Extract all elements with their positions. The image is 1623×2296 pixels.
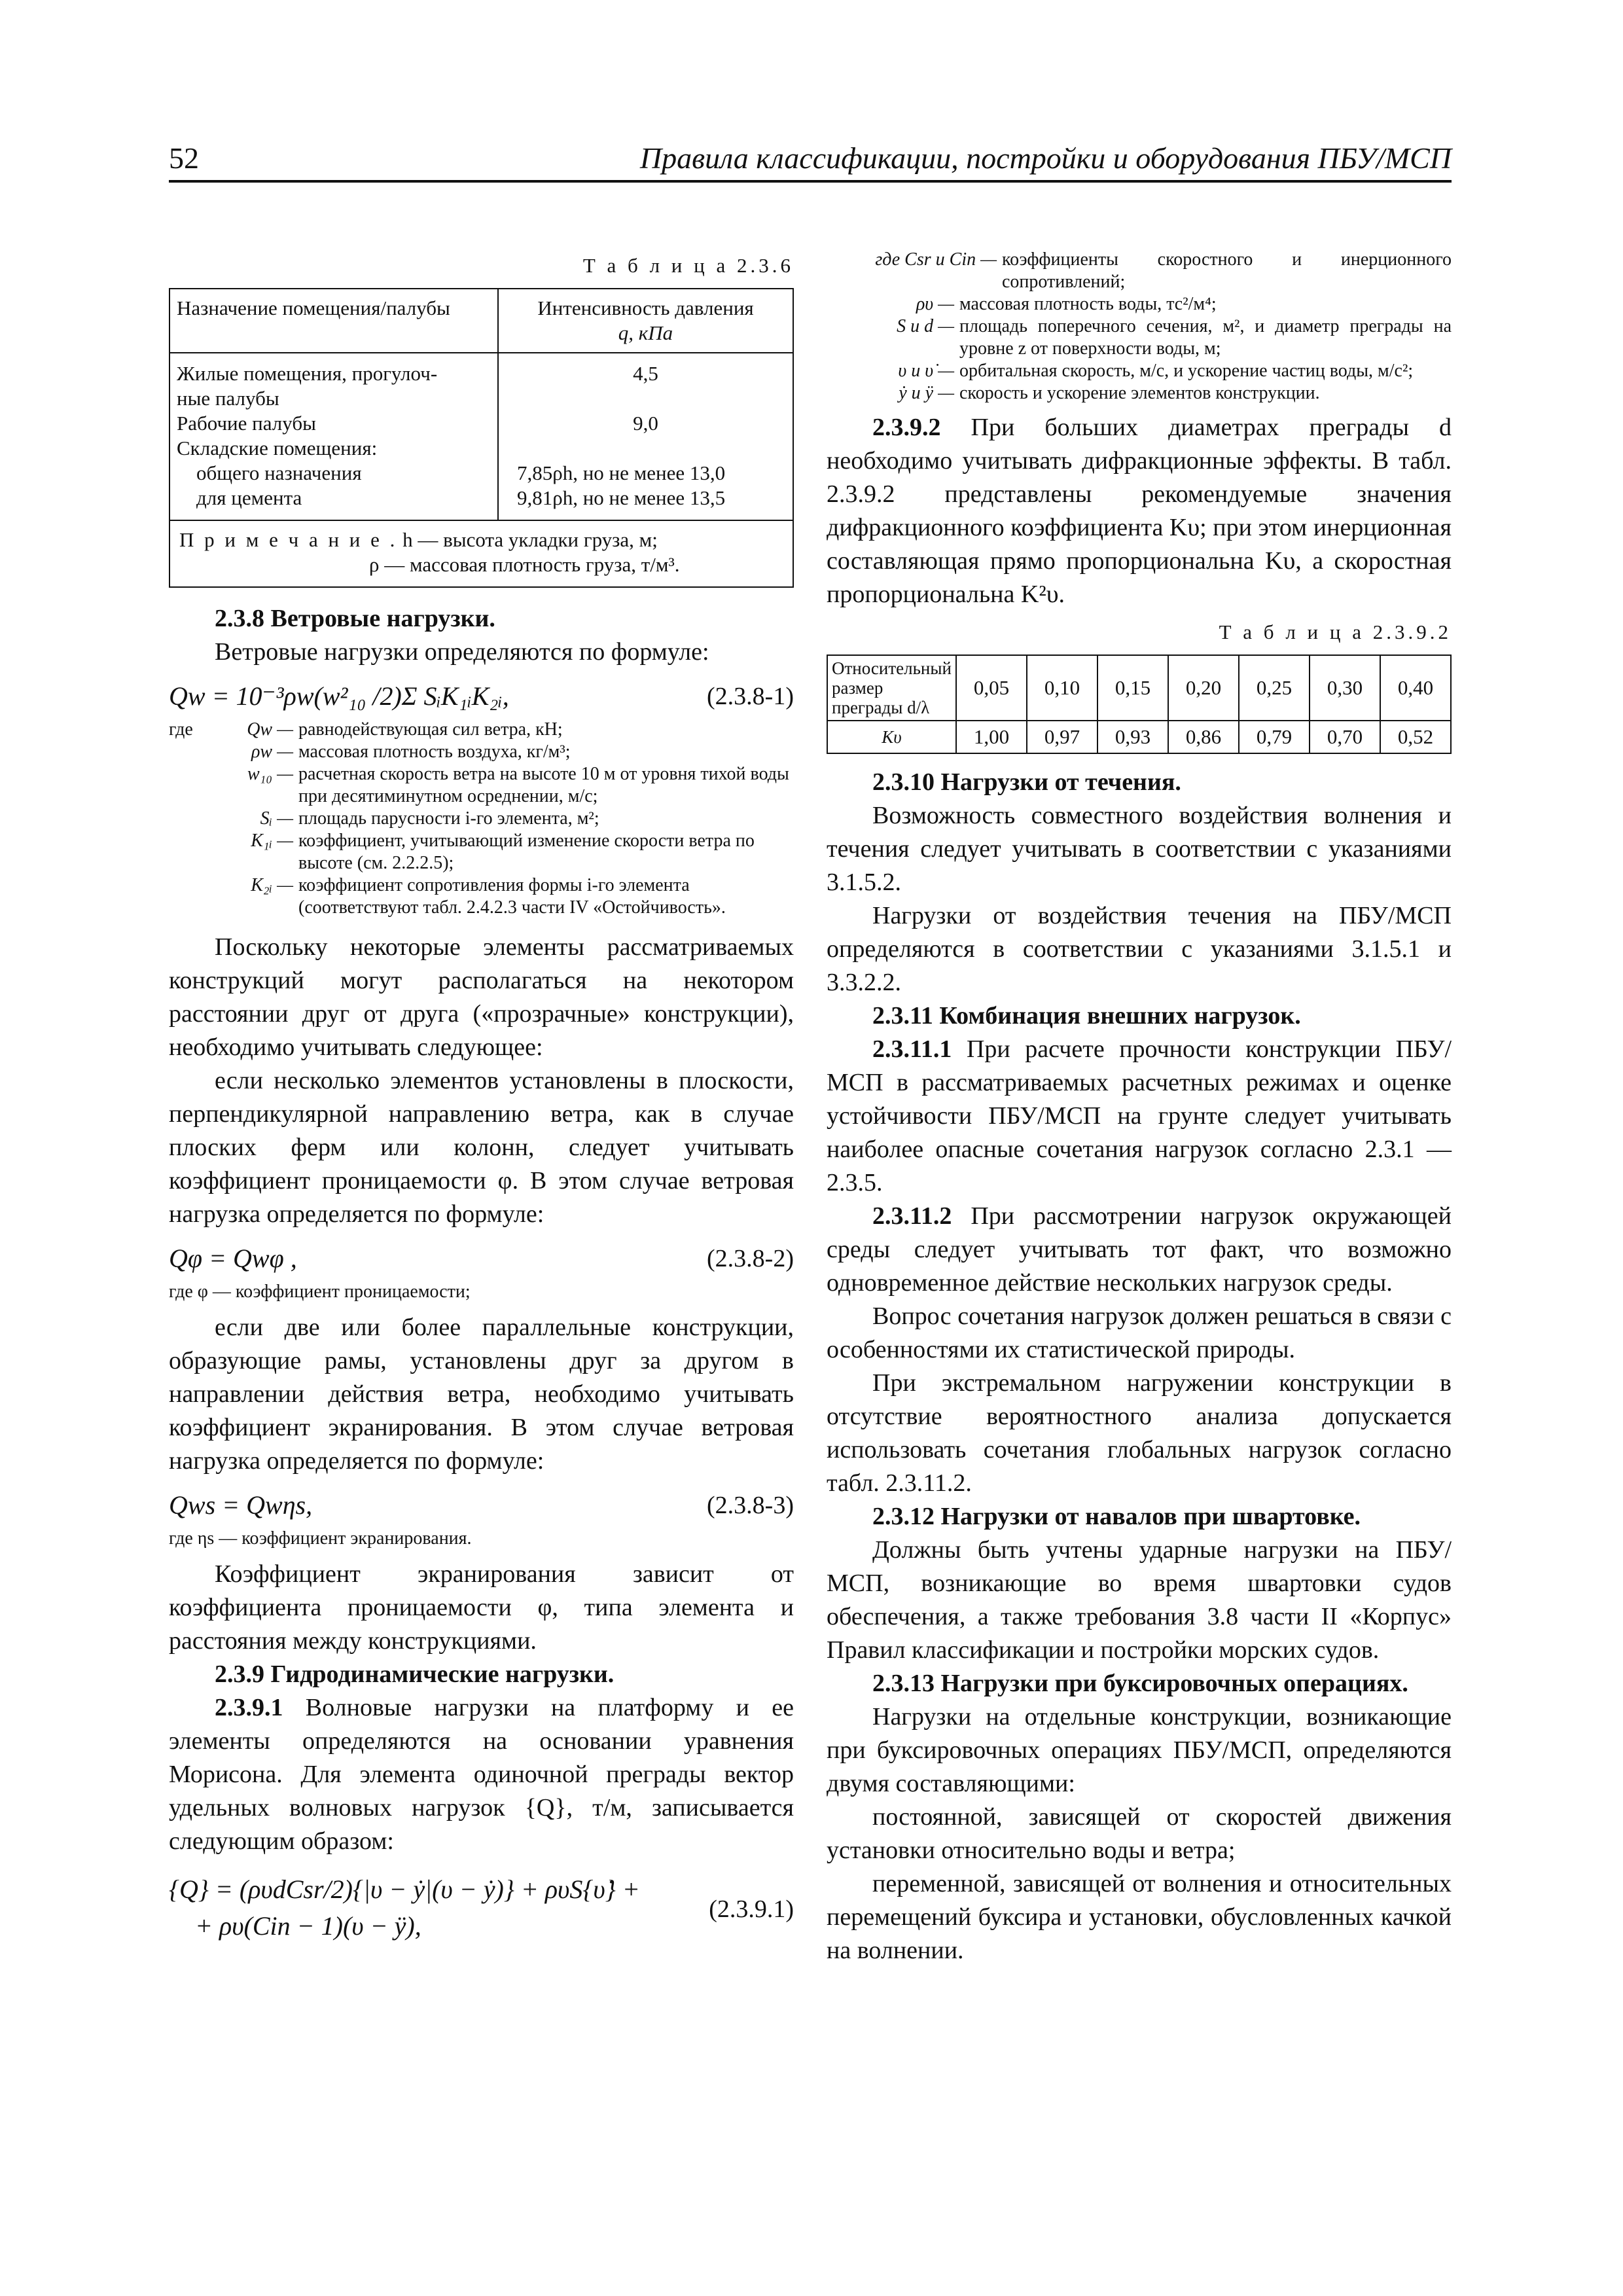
table-cell: 0,97	[1027, 721, 1097, 753]
table-cell: 0,86	[1168, 721, 1239, 753]
table-2-3-9-2	[827, 655, 1452, 754]
table-header-cell: Интенсивность давления q, кПа	[498, 289, 793, 353]
formula-definitions: где Csr и Cin — коэффициенты скоростного и инерционного сопротивлений; ρυ — массовая плотность воды, тс²/м⁴; S и d — площадь поперечного сечения, м², и диаметр преграды на уровне z от поверхности воды, м; υ и υ̇ — орбитальная скорость, м/с, и ускорение частиц воды, м/с²; ẏ и ÿ — скорость и ускорение элементов конструкции.	[875, 249, 1452, 403]
table-cell: 0,40	[1380, 655, 1451, 721]
right-column	[827, 249, 1452, 1967]
table-cell: 0,20	[1168, 655, 1239, 721]
paragraph: Коэффициент экранирования зависит от коэффициента проницаемости φ, типа элемента и расстояния между конструкциями.	[169, 1560, 794, 1655]
table-note: П р и м е ч а н и е . h — высота укладки груза, м; ρ — массовая плотность груза, т/м³.	[169, 520, 793, 587]
formula-number: (2.3.9.1)	[709, 1895, 794, 1923]
paragraph: Должны быть учтены ударные нагрузки на ПБУ/МСП, возникающие во время швартовки судов обеспечения, а также требования 3.8 части II «Корпус» Правил классификации и постройки морских судов.	[827, 1536, 1452, 1664]
table-row	[827, 655, 1451, 721]
paragraph: переменной, зависящей от волнения и относительных перемещений буксира и установки, обусловленных качкой на волнении.	[827, 1870, 1452, 1964]
formula-number: (2.3.8-2)	[707, 1245, 794, 1272]
table-cell: 0,79	[1239, 721, 1310, 753]
table-cell: 0,15	[1097, 655, 1168, 721]
table-cell: Жилые помещения, прогулоч- ные палубы Рабочие палубы Складские помещения: общего назначения для цемента	[169, 353, 498, 520]
table-cell: 0,52	[1380, 721, 1451, 753]
table-cell: 0,70	[1310, 721, 1380, 753]
table-cell: 0,30	[1310, 655, 1380, 721]
paragraph: При экстремальном нагружении конструкции в отсутствие вероятностного анализа допускается использовать сочетания глобальных нагрузок согласно табл. 2.3.11.2.	[827, 1369, 1452, 1497]
table-cell: 1,00	[956, 721, 1027, 753]
table-header-cell: Назначение помещения/палубы	[169, 289, 498, 353]
table-header-row	[169, 289, 793, 353]
formula-definitions: где Qw — равнодействующая сил ветра, кН; ρw — массовая плотность воздуха, кг/м³; w₁₀ — расчетная скорость ветра на высоте 10 м от уровня тихой воды при десятиминутном осреднении, м/с; Sᵢ — площадь парусности i-го элемента, м²; K₁ᵢ — коэффициент, учитывающий изменение скорости ветра по высоте (см. 2.2.2.5); K₂ᵢ — коэффициент сопротивления формы i-го элемента (соответствуют табл. 2.4.2.3 части IV «Остойчивость».	[169, 719, 789, 918]
running-header	[169, 141, 1452, 183]
paragraph: если две или более параллельные конструкции, образующие рамы, установлены друг за другом в направлении действия ветра, необходимо учитывать коэффициент экранирования. В этом случае ветровая нагрузка определяется по формуле:	[169, 1314, 794, 1475]
formula-number: (2.3.8-1)	[707, 683, 794, 710]
page-number: 52	[169, 141, 199, 175]
paragraph: 2.3.11.1 При расчете прочности конструкции ПБУ/МСП в рассматриваемых расчетных режимах и оценке устойчивости ПБУ/МСП на грунте следует учитывать наиболее опасные сочетания нагрузок согласно 2.3.1 — 2.3.5.	[827, 1035, 1452, 1196]
section-heading-2-3-11: 2.3.11 Комбинация внешних нагрузок.	[872, 1002, 1301, 1030]
formula-definition: где φ — коэффициент проницаемости;	[169, 1282, 471, 1302]
section-heading-2-3-8: 2.3.8 Ветровые нагрузки.	[215, 605, 495, 632]
table-2-3-6	[169, 288, 794, 588]
section-heading-2-3-12: 2.3.12 Нагрузки от навалов при швартовке.	[872, 1503, 1361, 1530]
table-body-row	[169, 353, 793, 520]
running-title: Правила классификации, постройки и оборудования ПБУ/МСП	[639, 141, 1452, 175]
paragraph: Возможность совместного воздействия волнения и течения следует учитывать в соответствии с указаниями 3.1.5.2.	[827, 802, 1452, 896]
formula-2-3-8-2: Qφ = Qwφ , (2.3.8-2)	[169, 1240, 794, 1277]
table-row-label: Относительный размер преграды d/λ	[827, 655, 956, 721]
paragraph: 2.3.9.1 Волновые нагрузки на платформу и ее элементы определяются на основании уравнения Морисона. Для элемента одиночной преграды вектор удельных волновых нагрузок {Q}, т/м, записывается следующим образом:	[169, 1694, 794, 1855]
paragraph: Нагрузки на отдельные конструкции, возникающие при буксировочных операциях ПБУ/МСП, определяются двумя составляющими:	[827, 1703, 1452, 1797]
formula-2-3-8-3: Qws = Qwηs, (2.3.8-3)	[169, 1487, 794, 1524]
section-heading-2-3-9: 2.3.9 Гидродинамические нагрузки.	[215, 1660, 615, 1688]
paragraph: постоянной, зависящей от скоростей движения установки относительно воды и ветра;	[827, 1803, 1452, 1864]
table-cell: 0,10	[1027, 655, 1097, 721]
formula-definition: где ηs — коэффициент экранирования.	[169, 1528, 472, 1549]
left-column	[169, 249, 794, 1948]
table-row	[827, 721, 1451, 753]
table-cell: 0,25	[1239, 655, 1310, 721]
table-cell: 4,5 9,0 7,85ρh, но не менее 13,0 9,81ρh, но не менее 13,5	[498, 353, 793, 520]
table-caption: Т а б л и ц а 2.3.6	[582, 254, 794, 277]
paragraph: 2.3.9.2 При больших диаметрах преграды d необходимо учитывать дифракционные эффекты. В табл. 2.3.9.2 представлены рекомендуемые значения дифракционного коэффициента Kυ; при этом инерционная составляющая прямо пропорциональна Kυ, а скоростная пропорциональна K²υ.	[827, 414, 1452, 608]
paragraph: Нагрузки от воздействия течения на ПБУ/МСП определяются в соответствии с указаниями 3.1.5.1 и 3.3.2.2.	[827, 902, 1452, 996]
paragraph: Ветровые нагрузки определяются по формуле:	[215, 638, 709, 666]
table-cell: 0,93	[1097, 721, 1168, 753]
formula-2-3-8-1: Qw = 10⁻³ρw(w²₁₀ /2)Σ SᵢK₁ᵢK₂ᵢ, (2.3.8-1)	[169, 678, 794, 715]
paragraph: если несколько элементов установлены в плоскости, перпендикулярной направлению ветра, как в случае плоских ферм или колонн, следует учитывать коэффициент проницаемости φ. В этом случае ветровая нагрузка определяется по формуле:	[169, 1067, 794, 1228]
table-row-label: Kυ	[827, 721, 956, 753]
section-heading-2-3-10: 2.3.10 Нагрузки от течения.	[872, 768, 1181, 796]
table-caption: Т а б л и ц а 2.3.9.2	[1219, 620, 1452, 643]
table-cell: 0,05	[956, 655, 1027, 721]
paragraph: Вопрос сочетания нагрузок должен решаться в связи с особенностями их статистической природы.	[827, 1302, 1452, 1363]
paragraph: 2.3.11.2 При рассмотрении нагрузок окружающей среды следует учитывать тот факт, что возможно одновременное действие нескольких нагрузок среды.	[827, 1202, 1452, 1297]
formula-2-3-9-1: {Q} = (ρυdCsr/2){|υ − ẏ|(υ − ẏ)} + ρυS{υ̇} + + ρυ(Cin − 1)(υ − ÿ), (2.3.9.1)	[169, 1874, 794, 1941]
section-heading-2-3-13: 2.3.13 Нагрузки при буксировочных операциях.	[872, 1670, 1408, 1697]
formula-number: (2.3.8-3)	[707, 1492, 794, 1519]
paragraph: Поскольку некоторые элементы рассматриваемых конструкций могут располагаться на некотором расстоянии друг от друга («прозрачные» конструкции), необходимо учитывать следующее:	[169, 933, 794, 1061]
table-note-row	[169, 520, 793, 587]
